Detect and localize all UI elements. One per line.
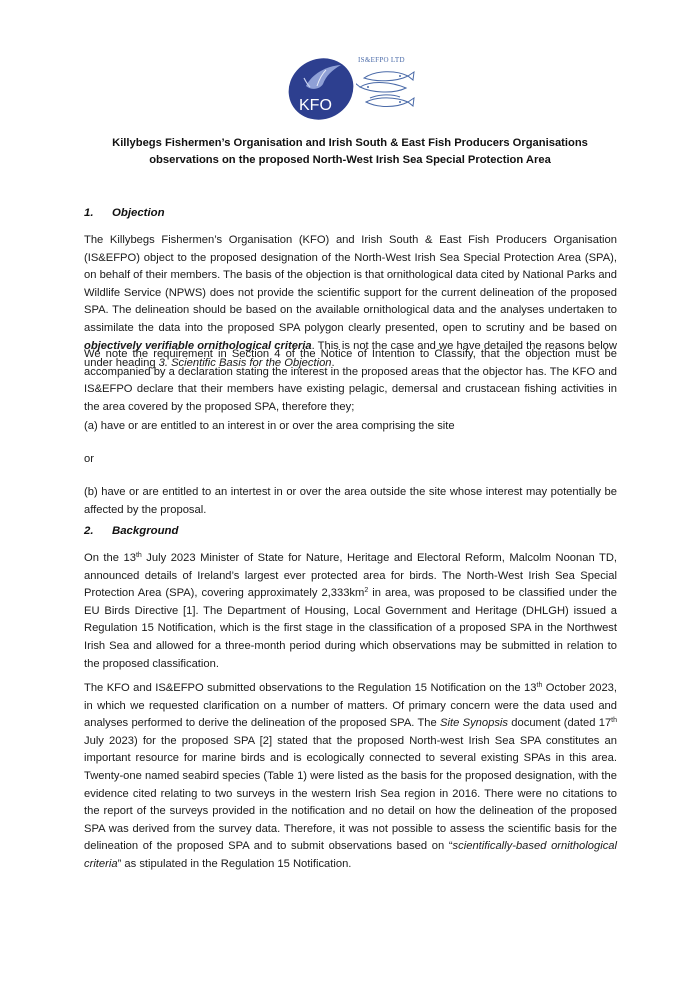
quoted-criteria: scientifically-based ornithological criteria [84, 840, 617, 870]
declaration-item-a: (a) have or are entitled to an interest in or over the area comprising the site [84, 420, 455, 432]
kfo-fish-emblem-icon [286, 56, 356, 121]
isefpo-fish-icon [356, 54, 421, 119]
header-logos [286, 50, 421, 125]
section-heading-background [84, 525, 178, 537]
declaration-or: or [84, 453, 94, 465]
section-reference: 3. Scientific Basis for the Objection [158, 357, 332, 370]
svg-text:KFO: KFO [299, 97, 332, 114]
kfo-logo [286, 56, 356, 121]
section-title: Objection [112, 207, 165, 219]
declaration-item-b: (b) have or are entitled to an intertest in or over the area outside the site whose interest may potentially be affected by the proposal. [84, 486, 617, 516]
section-number: 2. [84, 525, 94, 537]
section-number: 1. [84, 207, 94, 219]
isefpo-logo-text: IS&EFPO LTD [358, 56, 405, 64]
document-title-line-1: Killybegs Fishermen’s Organisation and Irish South & East Fish Producers Organisations [112, 137, 588, 149]
isefpo-logo [356, 54, 421, 119]
background-paragraph-2: The KFO and IS&EFPO submitted observations to the Regulation 15 Notification on the 13th October 2023, in which we requested clarification on a number of matters. Of primary concern were the data used and analyses performed to derive the delineation of the proposed SPA. The Site Synopsis document (dated 17th July 2023) for the proposed SPA [2] stated that the proposed North-west Irish Sea SPA constitutes an important resource for marine birds and is ecologically connected to several existing SPAs in this area. Twenty-one named seabird species (Table 1) were listed as the basis for the proposed designation, with the evidence cited relating to two surveys in the western Irish Sea region in 2016. There were no citations to the report of the surveys provided in the notification and no detail on how the delineation of the proposed SPA was derived from the survey data. Therefore, it was not possible to assess the scientific basis for the delineation of the proposed SPA and to submit observations based on “scientifically-based ornithological criteria” as stipulated in the Regulation 15 Notification. [84, 682, 618, 870]
document-title [80, 135, 620, 169]
background-paragraph-1: On the 13th July 2023 Minister of State for Nature, Heritage and Electoral Reform, Malcolm Noonan TD, announced details of Ireland’s largest ever protected area for birds. The North-West Irish Sea Special Protection Area (SPA), covering approximately $2,333km^2$ in area, was proposed to be classified under the EU Birds Directive [1]. The Department of Housing, Local Government and Heritage (DHLGH) issued a Regulation 15 Notification, which is the first stage in the classification of a proposed SPA in the Northwest Irish Sea and allowed for a three-month period during which observations may be submitted in relation to the proposed classification. [84, 552, 618, 670]
site-synopsis-title: Site Synopsis [440, 717, 509, 730]
section-title: Background [112, 525, 179, 537]
objection-paragraph-2: We note the requirement in Section 4 of the Notice of Intention to Classify, that the objection must be accompanied by a declaration stating the interest in the proposed areas that the objector has. The KFO and IS&EFPO declare that their members have existing pelagic, demersal and crustacean fishing activities in the area covered by the proposed SPA, therefore they; [84, 348, 617, 413]
objection-paragraph-1: The Killybegs Fishermen’s Organisation (KFO) and Irish South & East Fish Producers Organisation (IS&EFPO) object to the proposed designation of the North-West Irish Sea Special Protection Area (SPA), on behalf of their members. The basis of the objection is that ornithological data cited by National Parks and Wildlife Service (NPWS) does not provide the scientific support for the current delineation of the proposed SPA. The delineation should be based on the available ornithological data and the analyses undertaken to assimilate the data into the proposed SPA polygon clearly presented, open to scrutiny and be based on objectively verifiable ornithological criteria. This is not the case and we have detailed the reasons below under heading 3. Scientific Basis for the Objection. [84, 234, 617, 370]
document-title-line-2: observations on the proposed North-West Irish Sea Special Protection Area [149, 154, 551, 166]
emphasis-criteria: objectively verifiable ornithological criteria [84, 339, 312, 352]
section-heading-objection [84, 207, 165, 219]
